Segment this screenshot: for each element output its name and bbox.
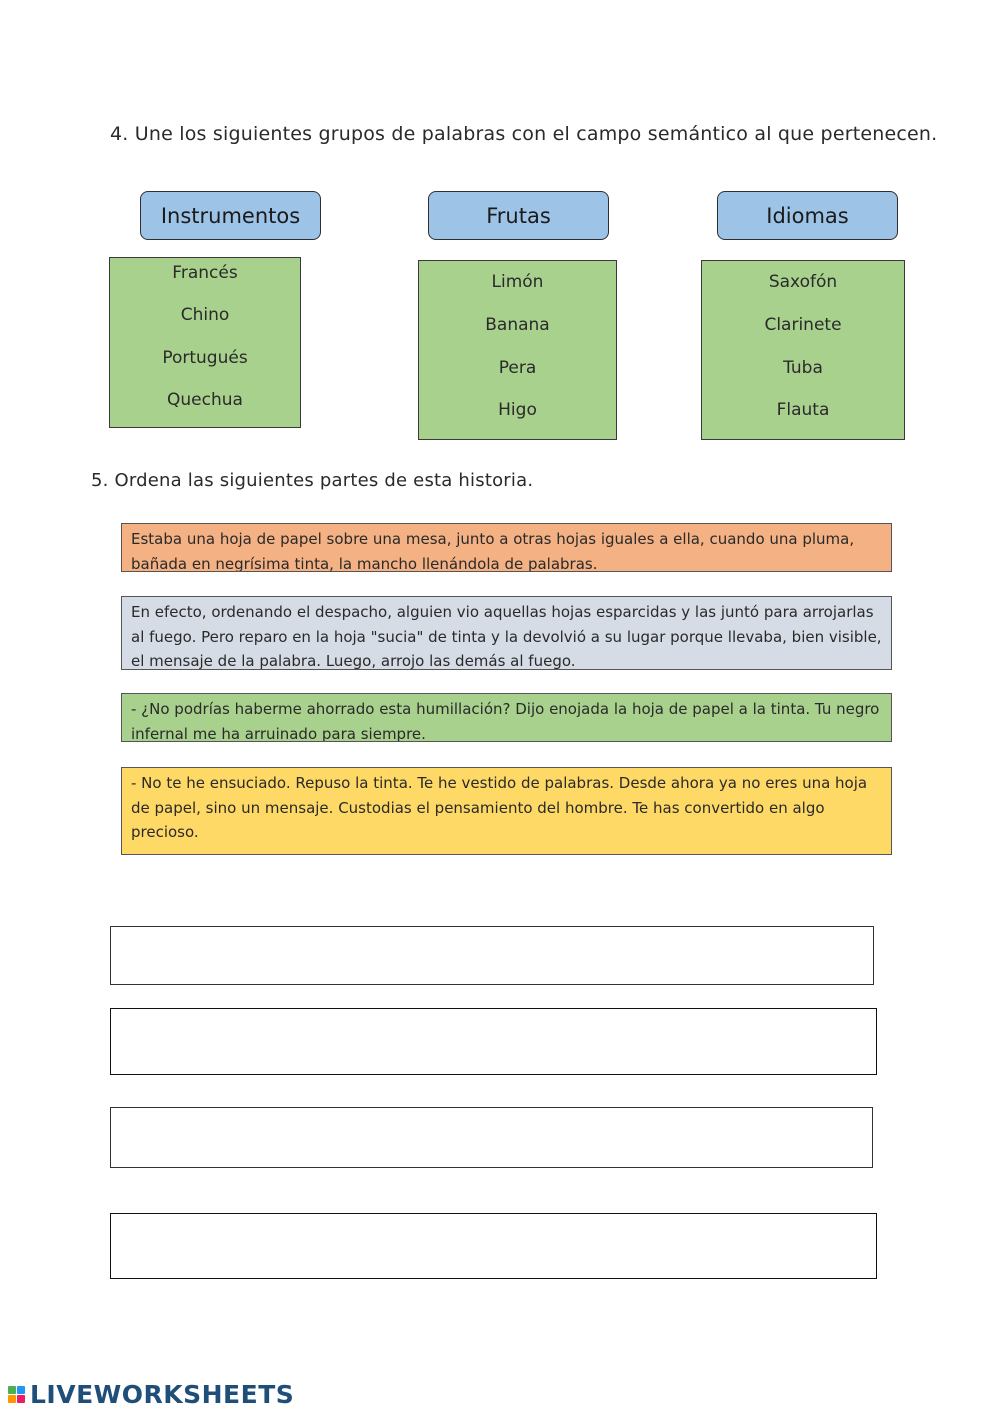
word-item: Chino — [180, 305, 230, 325]
word-item: Clarinete — [764, 315, 842, 335]
word-item: Quechua — [167, 390, 243, 410]
liveworksheets-logo — [8, 1380, 294, 1409]
story-part-4[interactable]: - No te he ensuciado. Repuso la tinta. Te he vestido de palabras. Desde ahora ya no eres una hoja de papel, sino un mensaje. Custodias el pensamiento del hombre. Te has convertido en algo precioso. — [121, 767, 892, 855]
answer-box-2[interactable] — [110, 1008, 877, 1075]
category-instrumentos[interactable]: Instrumentos — [140, 191, 321, 240]
answer-box-4[interactable] — [110, 1213, 877, 1279]
word-item: Saxofón — [768, 272, 838, 292]
logo-icon — [8, 1386, 25, 1403]
word-item: Portugués — [162, 348, 248, 368]
word-group-1[interactable] — [109, 257, 301, 428]
question-5-title: 5. Ordena las siguientes partes de esta historia. — [91, 470, 534, 491]
word-item: Tuba — [783, 358, 823, 378]
question-4-title: 4. Une los siguientes grupos de palabras con el campo semántico al que pertenecen. — [110, 123, 938, 145]
answer-box-3[interactable] — [110, 1107, 873, 1168]
category-idiomas[interactable]: Idiomas — [717, 191, 898, 240]
word-item: Banana — [485, 315, 550, 335]
word-item: Francés — [172, 263, 238, 283]
story-part-2[interactable]: En efecto, ordenando el despacho, alguien vio aquellas hojas esparcidas y las juntó para arrojarlas al fuego. Pero reparo en la hoja "sucia" de tinta y la devolvió a su lugar porque llevaba, bien visible, el mensaje de la palabra. Luego, arrojo las demás al fuego. — [121, 596, 892, 670]
word-item: Higo — [498, 400, 537, 420]
story-part-3[interactable]: - ¿No podrías haberme ahorrado esta humillación? Dijo enojada la hoja de papel a la tinta. Tu negro infernal me ha arruinado para siempre. — [121, 693, 892, 742]
category-frutas[interactable]: Frutas — [428, 191, 609, 240]
answer-box-1[interactable] — [110, 926, 874, 985]
word-item: Flauta — [776, 400, 830, 420]
word-item: Pera — [498, 358, 537, 378]
story-part-1[interactable]: Estaba una hoja de papel sobre una mesa, junto a otras hojas iguales a ella, cuando una pluma, bañada en negrísima tinta, la mancho llenándola de palabras. — [121, 523, 892, 572]
word-group-2[interactable] — [418, 260, 617, 440]
logo-text: LIVEWORKSHEETS — [30, 1380, 295, 1409]
word-group-3[interactable] — [701, 260, 905, 440]
word-item: Limón — [491, 272, 544, 292]
